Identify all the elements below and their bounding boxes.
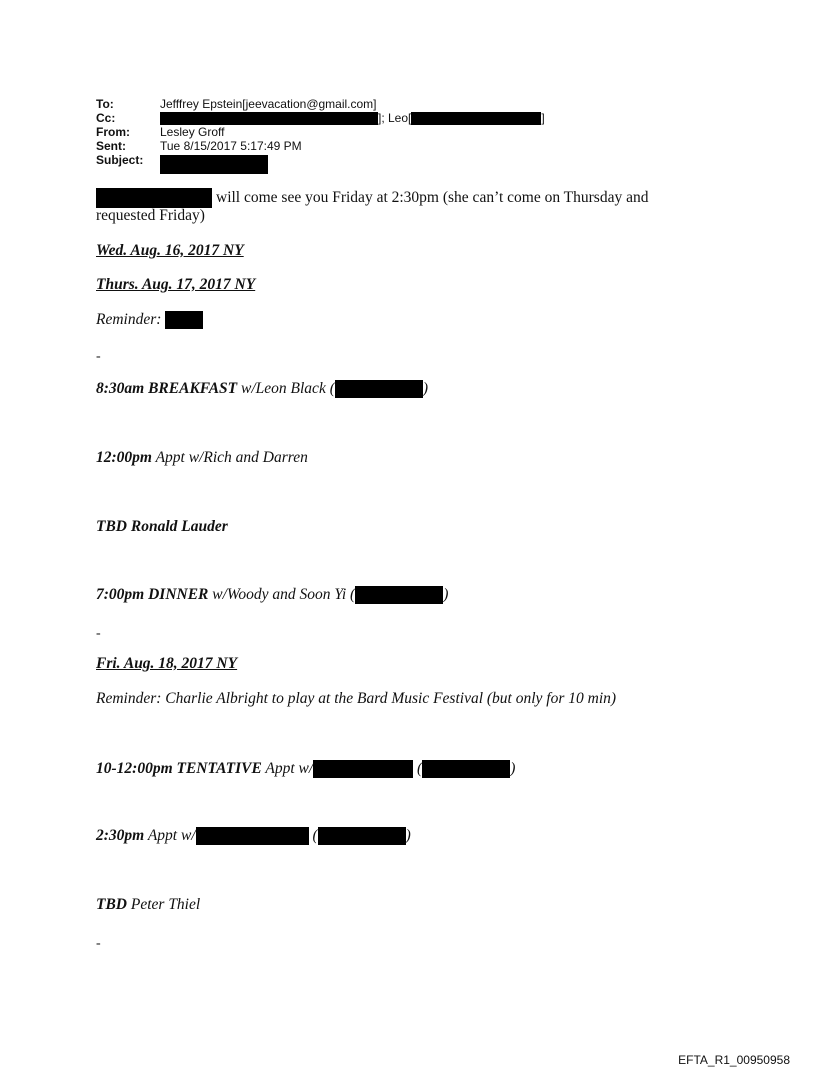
redaction-box: [165, 311, 203, 329]
fri-item-appt: [96, 827, 411, 845]
thu-reminder: [96, 311, 203, 329]
cc-value: [160, 111, 545, 125]
thu-reminder-label: Reminder:: [96, 311, 162, 328]
redaction-box: [313, 760, 413, 778]
breakfast-time: 8:30am BREAKFAST: [96, 380, 238, 397]
wed-heading: Wed. Aug. 16, 2017 NY: [96, 242, 244, 259]
fri-tbd-label: TBD: [96, 896, 127, 913]
separator-dash: -: [96, 626, 101, 641]
intro-line-1: will come see you Friday at 2:30pm (she can’t come on Thursday and: [216, 189, 649, 206]
cc-value-end: ]: [541, 111, 545, 125]
appt-desc: Appt w/Rich and Darren: [151, 449, 308, 466]
thu-item-tbd: TBD Ronald Lauder: [96, 518, 228, 535]
fri-item-tentative: [96, 760, 515, 778]
redaction-box: [355, 586, 443, 604]
dinner-desc: w/Woody and Soon Yi (: [208, 586, 356, 603]
redaction-box: [335, 380, 423, 398]
tentative-close: ): [510, 760, 516, 777]
from-value: Lesley Groff: [160, 125, 225, 139]
cc-value-mid: ]; Leo[: [378, 111, 412, 125]
breakfast-desc: w/Leon Black (: [237, 380, 335, 397]
cc-label: Cc:: [96, 111, 116, 125]
redaction-box: [196, 827, 309, 845]
thu-item-appt: [96, 449, 308, 467]
fri-heading: Fri. Aug. 18, 2017 NY: [96, 655, 238, 672]
to-label: To:: [96, 97, 114, 111]
from-label: From:: [96, 125, 130, 139]
breakfast-close: ): [422, 380, 429, 397]
sent-label: Sent:: [96, 139, 126, 153]
document-id: EFTA_R1_00950958: [678, 1053, 790, 1067]
fri-tbd-desc: Peter Thiel: [127, 896, 201, 913]
fri-reminder: Reminder: Charlie Albright to play at the Bard Music Festival (but only for 10 min): [96, 690, 617, 707]
redaction-box: [411, 112, 541, 125]
redaction-box: [160, 112, 378, 125]
fri-item-tbd: [96, 896, 200, 914]
sent-value: Tue 8/15/2017 5:17:49 PM: [160, 139, 302, 153]
tentative-paren: (: [413, 760, 423, 777]
fri-appt-paren: (: [308, 827, 318, 844]
redaction-box: [160, 155, 268, 174]
dinner-close: ): [443, 586, 449, 603]
appt-time: 12:00pm: [96, 449, 152, 466]
separator-dash: -: [96, 936, 101, 951]
fri-appt-time: 2:30pm: [96, 827, 145, 844]
separator-dash: -: [96, 349, 101, 364]
redaction-box: [318, 827, 406, 845]
thu-item-breakfast: [96, 380, 428, 398]
redaction-box: [96, 188, 212, 208]
thu-item-dinner: [96, 586, 448, 604]
fri-appt-desc: Appt w/: [144, 827, 196, 844]
fri-appt-close: ): [405, 827, 411, 844]
dinner-time: 7:00pm DINNER: [96, 586, 209, 603]
to-value: Jefffrey Epstein[jeevacation@gmail.com]: [160, 97, 377, 111]
tentative-time: 10-12:00pm TENTATIVE: [96, 760, 262, 777]
intro-line-2: requested Friday): [96, 207, 205, 224]
subject-label: Subject:: [96, 153, 144, 167]
thu-heading: Thurs. Aug. 17, 2017 NY: [96, 276, 256, 293]
redaction-box: [422, 760, 510, 778]
tentative-desc: Appt w/: [261, 760, 314, 777]
